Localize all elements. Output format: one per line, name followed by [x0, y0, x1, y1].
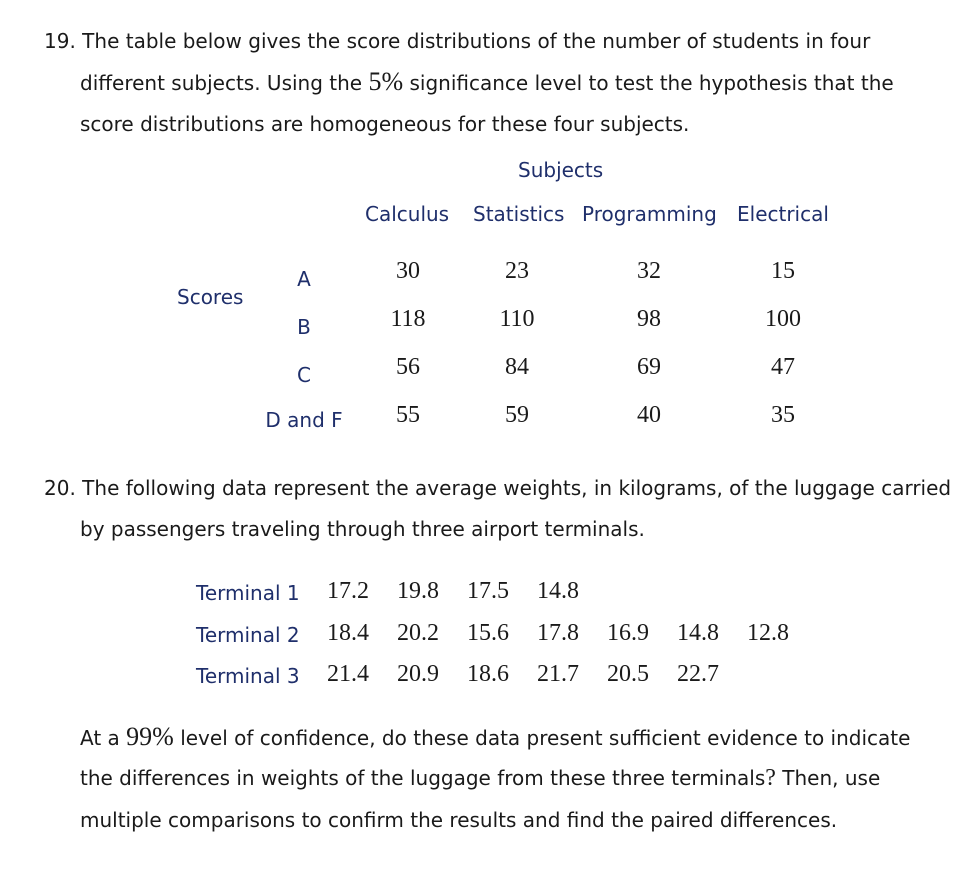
- q20-closing-b: level of confidence, do these data present sufficient evidence to indicate: [180, 726, 911, 750]
- q19-line3: score distributions are homogeneous for these four subjects.: [80, 112, 690, 136]
- terminal-value: 17.5: [467, 578, 509, 604]
- q19-line1-text: The table below gives the score distributions of the number of students in four: [82, 29, 871, 53]
- table-cell: 23: [505, 258, 529, 284]
- terminal-value: 16.9: [607, 620, 649, 646]
- row-label-c: C: [297, 363, 311, 387]
- q20-confidence-percent: 99%: [126, 722, 174, 751]
- column-header-calculus: Calculus: [365, 202, 450, 226]
- row-header-scores: Scores: [177, 285, 244, 309]
- terminal-value: 18.4: [327, 620, 369, 646]
- q19-line2-b: significance level to test the hypothesis that the: [409, 71, 894, 95]
- q20-question-mark: ?: [765, 765, 776, 791]
- terminal-value: 12.8: [747, 620, 789, 646]
- table-cell: 98: [637, 306, 661, 332]
- table-cell: 40: [637, 402, 661, 428]
- q20-closing-line3: multiple comparisons to confirm the results and find the paired differences.: [80, 808, 838, 832]
- terminal-label-2: Terminal 2: [196, 623, 300, 647]
- q19-line1: [44, 31, 870, 51]
- row-label-d-and-f: D and F: [265, 408, 343, 432]
- table-cell: 56: [396, 354, 420, 380]
- q20-closing-a: At a: [80, 726, 120, 750]
- table-cell: 47: [771, 354, 795, 380]
- table-cell: 100: [765, 306, 801, 332]
- q20-closing-line2: [80, 765, 881, 791]
- q20-closing-line1: [80, 722, 911, 751]
- terminal-value: 18.6: [467, 661, 509, 687]
- terminal-value: 15.6: [467, 620, 509, 646]
- table-cell: 69: [637, 354, 661, 380]
- q19-number: 19.: [44, 29, 76, 53]
- column-header-programming: Programming: [582, 202, 717, 226]
- table-cell: 118: [390, 306, 426, 332]
- terminal-label-1: Terminal 1: [196, 581, 300, 605]
- row-label-a: A: [297, 267, 311, 291]
- terminal-value: 21.4: [327, 661, 369, 687]
- column-header-statistics: Statistics: [473, 202, 565, 226]
- terminal-value: 14.8: [537, 578, 579, 604]
- table-cell: 55: [396, 402, 420, 428]
- terminal-value: 22.7: [677, 661, 719, 687]
- row-label-b: B: [297, 315, 311, 339]
- table-cell: 30: [396, 258, 420, 284]
- terminal-label-3: Terminal 3: [196, 664, 300, 688]
- terminal-value: 14.8: [677, 620, 719, 646]
- terminal-value: 20.9: [397, 661, 439, 687]
- q19-line2-a: different subjects. Using the: [80, 71, 363, 95]
- table-cell: 59: [505, 402, 529, 428]
- q20-line2: by passengers traveling through three airport terminals.: [80, 517, 645, 541]
- table-cell: 84: [505, 354, 529, 380]
- q19-percent: 5%: [368, 67, 404, 96]
- terminal-value: 17.8: [537, 620, 579, 646]
- table-cell: 35: [771, 402, 795, 428]
- terminal-value: 19.8: [397, 578, 439, 604]
- q19-line2: [80, 67, 894, 96]
- q20-closing-line2-a: the differences in weights of the luggage from these three terminals: [80, 766, 766, 790]
- terminal-value: 20.2: [397, 620, 439, 646]
- column-header-electrical: Electrical: [737, 202, 829, 226]
- table-cell: 32: [637, 258, 661, 284]
- q20-line1-text: The following data represent the average weights, in kilograms, of the luggage carried: [82, 476, 952, 500]
- q20-number: 20.: [44, 476, 76, 500]
- table-cell: 15: [771, 258, 795, 284]
- terminal-value: 17.2: [327, 578, 369, 604]
- table-cell: 110: [499, 306, 535, 332]
- q20-line1: [44, 478, 951, 498]
- terminal-value: 21.7: [537, 661, 579, 687]
- table-title: Subjects: [518, 158, 604, 182]
- q20-closing-line2-b: Then, use: [782, 766, 881, 790]
- terminal-value: 20.5: [607, 661, 649, 687]
